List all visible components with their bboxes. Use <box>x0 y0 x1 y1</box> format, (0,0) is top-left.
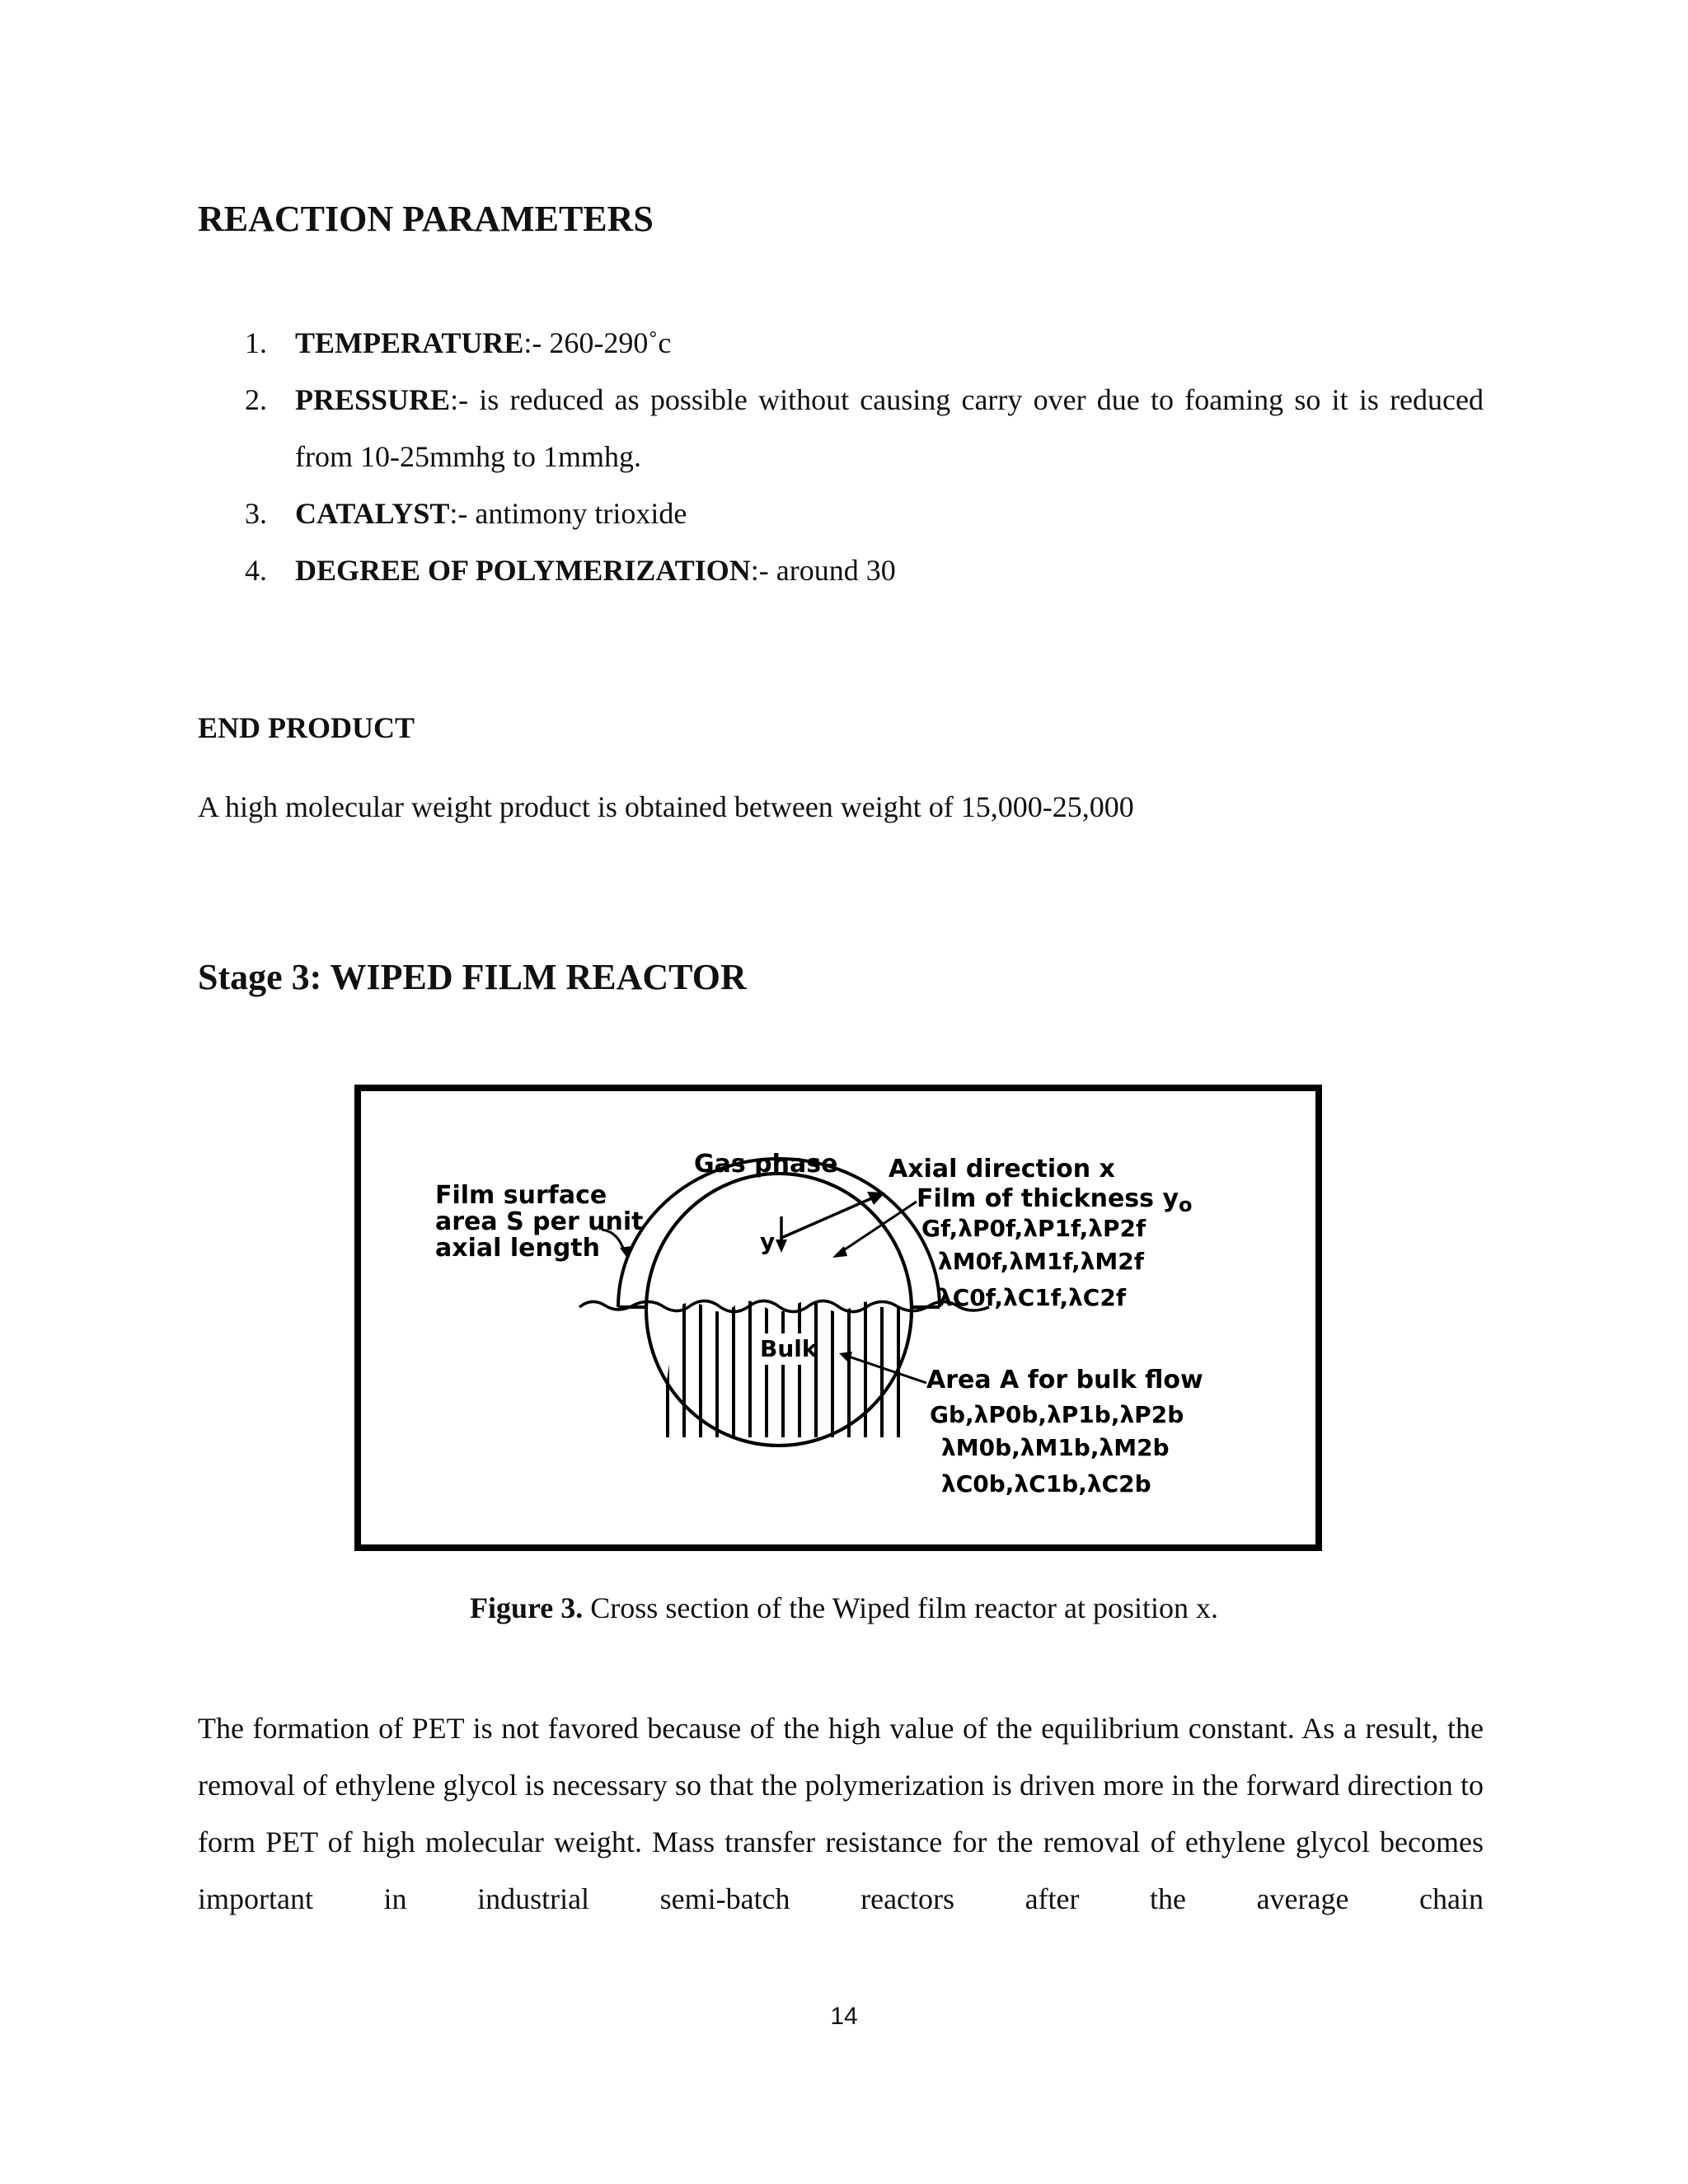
end-product-heading: END PRODUCT <box>198 711 415 744</box>
figure-caption <box>0 1591 1688 1625</box>
film-variables-line3: λC0f,λC1f,λC2f <box>938 1284 1127 1311</box>
film-thickness-label: Film of thickness $y_o$ <box>917 1184 1193 1216</box>
list-item <box>198 372 1484 485</box>
film-surface-label-line1: Film surface <box>435 1181 607 1210</box>
y-arrowhead <box>776 1240 787 1253</box>
list-item-number: 4. <box>245 554 267 587</box>
figure-caption-label: Figure 3. <box>469 1591 584 1624</box>
list-item-term: CATALYST <box>295 497 450 530</box>
figure-frame <box>354 1085 1322 1551</box>
bulk-variables-line1: Gb,λP0b,λP1b,λP2b <box>930 1401 1184 1428</box>
y-label: y <box>760 1228 776 1255</box>
list-item-text: around 30 <box>768 554 896 587</box>
list-item-text: 260-290˚c <box>542 326 672 359</box>
end-product-text: A high molecular weight product is obtained between weight of 15,000-25,000 <box>198 790 1134 823</box>
axial-direction-label: Axial direction x <box>889 1155 1115 1183</box>
list-item-separator: :- <box>450 383 469 416</box>
list-item-number: 2. <box>245 383 267 416</box>
list-item-separator: :- <box>523 326 542 359</box>
list-item-term: TEMPERATURE <box>295 326 524 359</box>
list-item-separator: :- <box>449 497 468 530</box>
gas-phase-label: Gas phase <box>694 1150 838 1179</box>
film-variables-line2: λM0f,λM1f,λM2f <box>938 1248 1144 1275</box>
list-item-separator: :- <box>750 554 769 587</box>
film-surface-label-line2: area S per unit <box>435 1207 644 1236</box>
film-variables-line1: Gf,λP0f,λP1f,λP2f <box>921 1215 1146 1242</box>
list-item-term: DEGREE OF POLYMERIZATION <box>295 554 751 587</box>
reaction-parameters-heading: REACTION PARAMETERS <box>198 199 654 239</box>
page-number: 14 <box>830 2003 858 2030</box>
bulk-label: Bulk <box>760 1335 818 1362</box>
list-item-number: 3. <box>245 497 267 530</box>
list-item <box>198 315 1484 372</box>
bulk-variables-line2: λM0b,λM1b,λM2b <box>941 1434 1170 1461</box>
list-item-text: is reduced as possible without causing carry over due to foaming so it is reduced from 10-25mmhg to 1mmhg. <box>295 383 1484 473</box>
area-bulk-label: Area A for bulk flow <box>926 1366 1203 1394</box>
list-item-number: 1. <box>245 326 267 359</box>
stage3-heading: Stage 3: WIPED FILM REACTOR <box>198 957 747 997</box>
reactor-cross-section-diagram <box>361 1091 1315 1544</box>
body-paragraph: The formation of PET is not favored because of the high value of the equilibrium constant. As a result, the removal of ethylene glycol is necessary so that the polymerization is driven more in the forward direction to form PET of high molecular weight. Mass transfer resistance for the removal of ethylene glycol becomes important in industrial semi-batch reactors after the average chain <box>198 1712 1484 1915</box>
reaction-parameters-list <box>198 315 1484 599</box>
list-item <box>198 542 1484 599</box>
bulk-hatching <box>646 1174 912 1454</box>
list-item <box>198 485 1484 542</box>
figure-caption-text: Cross section of the Wiped film reactor at position x. <box>583 1591 1219 1624</box>
film-surface-label-line3: axial length <box>435 1234 601 1263</box>
bulk-variables-line3: λC0b,λC1b,λC2b <box>941 1470 1151 1497</box>
list-item-text: antimony trioxide <box>467 497 687 530</box>
list-item-term: PRESSURE <box>295 383 451 416</box>
axial-direction-arrow <box>781 1197 875 1238</box>
